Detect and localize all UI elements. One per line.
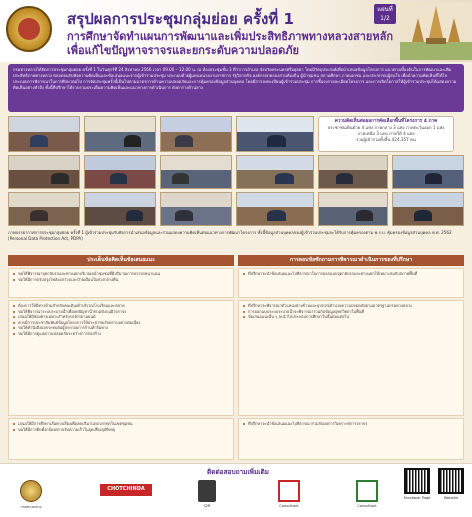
meeting-photo: [8, 155, 80, 189]
list-item: ข้อเสนอแนะอื่น ๆ จะนำไปประกอบการศึกษาในขั้นตอนต่อไป: [243, 314, 459, 320]
stats-total: รวมผู้เข้าร่วมทั้งสิ้น 424,357 คน: [356, 137, 416, 142]
list-item: ต้องการให้มีทางข้ามสำหรับคนเดินเท้าบริเวณโรงเรียนและตลาด: [13, 303, 229, 309]
s2r-logo: [198, 480, 216, 502]
consultant-logo: [356, 480, 378, 502]
list-item: การออกแบบระบบระบายน้ำจะพิจารณาร่วมกับข้อมูลอุทกวิทยาในพื้นที่: [243, 309, 459, 315]
meeting-photo: [236, 192, 314, 226]
qr-label: Website: [443, 496, 459, 500]
meeting-photo: [392, 192, 464, 226]
list-item: ควรมีการประชาสัมพันธ์ข้อมูลโครงการให้ประชาชนรับทราบอย่างต่อเนื่อง: [13, 320, 229, 326]
list-item: ที่ปรึกษาจะนำข้อเสนอแนะไปพิจารณาในการออกแบบจุดกลับรถและทางแยกให้เหมาะสมกับสภาพพื้นที่: [243, 271, 459, 277]
stats-box: [318, 116, 454, 152]
meeting-photo: [318, 155, 388, 189]
caption: [8, 230, 464, 252]
table-cell-response: [238, 300, 464, 416]
logo-label: Consultant: [357, 504, 377, 508]
consultant-logo: [278, 480, 300, 502]
table-cell-comment: [8, 300, 234, 416]
stats-line: ภาคเหนือ 3 แห่ง ภาคใต้ 4 แห่ง: [357, 131, 415, 136]
subtitle-line-2: เพื่อแก้ไขปัญหาจราจรและยกระดับความปลอดภัย: [67, 44, 300, 57]
temple-illustration: [400, 2, 472, 60]
stats-title: ความคิดเห็นต่อผลการคัดเลือกพื้นที่โครงการ 4 ภาค: [334, 119, 438, 124]
subtitle-line-1: การศึกษาจัดทำแผนการพัฒนาและเพิ่มประสิทธิภาพทางหลวงสายหลัก: [67, 30, 393, 43]
meeting-photo: [318, 192, 388, 226]
meeting-photo: [160, 116, 232, 152]
qr-label: Facebook Page: [403, 496, 431, 500]
page-badge: แผ่นที่ 1/2: [374, 4, 396, 24]
facebook-qr-code[interactable]: [404, 468, 430, 494]
column-header-responses: การตอบข้อซักถามการพิจารณาดำเนินการของที่ปรึกษา: [238, 255, 464, 266]
table-cell-comment: [8, 418, 234, 460]
list-item: ขอให้พิจารณาจุดกลับรถและทางแยกบริเวณหน้าชุมชนที่มีปริมาณการจราจรหนาแน่น: [13, 271, 229, 277]
department-seal-logo: [6, 6, 52, 52]
table-cell-response: [238, 418, 464, 460]
caption-text: ภาพบรรยากาศการประชุมกลุ่มย่อย ครั้งที่ 1 ผู้เข้าร่วมประชุมรับฟังการนำเสนอข้อมูลและร่วมแสดงความคิดเห็นต่อแนวทางการพัฒนาโครงการ ทั้งนี้ข้อมูลส่วนบุคคลของผู้เข้าร่วมประชุมจะได้รับการคุ้มครองตาม พ.ร.บ. คุ้มครองข้อมูลส่วนบุคคล พ.ศ. 2562: [8, 230, 452, 235]
meeting-photo: [160, 155, 232, 189]
list-item: เสนอให้มีช่องทางเฉพาะสำหรับรถจักรยานยนต์: [13, 314, 229, 320]
meeting-photo: [236, 155, 314, 189]
meeting-photo: [84, 116, 156, 152]
page-title: สรุปผลการประชุมกลุ่มย่อย ครั้งที่ 1: [67, 10, 294, 28]
list-item: ขอให้พิจารณาระบบระบายน้ำเพื่อลดปัญหาน้ำท่วมขังบนผิวจราจร: [13, 309, 229, 315]
header: [0, 0, 472, 62]
meeting-photo: [84, 155, 156, 189]
list-item: ขอให้คำนึงถึงผลกระทบต่อผู้ประกอบการร้านค้าริมทาง: [13, 325, 229, 331]
list-item: ขอให้มีการปรับปรุงไฟส่องสว่างและป้ายเตือนในช่วงกลางคืน: [13, 277, 229, 283]
list-item: เสนอให้มีการศึกษาเส้นทางเลี่ยงเพื่อลดปริมาณรถบรรทุกในเขตชุมชน: [13, 421, 229, 427]
website-qr-code[interactable]: [438, 468, 464, 494]
table-cell-response: [238, 268, 464, 298]
stats-line: ประชาชนเห็นด้วย 4 แห่ง ภาคกลาง 3 แห่ง ภาคตะวันออก 1 แห่ง: [327, 125, 445, 130]
comments-table: [8, 255, 464, 461]
meeting-photo: [8, 116, 80, 152]
logo-label: CHOTCHINDA: [107, 486, 145, 492]
list-item: ที่ปรึกษาจะนำข้อเสนอแนะไปพิจารณาร่วมกับผลการวิเคราะห์การจราจร: [243, 421, 459, 427]
logo-label: Consultant: [279, 504, 299, 508]
list-item: ที่ปรึกษาจะพิจารณาตำแหน่งทางข้ามและอุปกรณ์อำนวยความปลอดภัยตามมาตรฐานกรมทางหลวง: [243, 303, 459, 309]
logo-label: S2R: [203, 504, 211, 508]
meeting-photo: [392, 155, 464, 189]
list-item: ขอให้มีการติดตั้งกล้องตรวจจับความเร็วในจุดเสี่ยงอุบัติเหตุ: [13, 427, 229, 433]
intro-text: กรมทางหลวงได้จัดการประชุมกลุ่มย่อย ครั้งที่ 1 ในวันศุกร์ที่ 24 สิงหาคม 2566 เวลา 09.00 – 12.00 น. ณ ห้องประชุมชั้น 3 ที่ว่าการอำเภอ จังหวัดพระนครศรีอยุธยา โดยมีวัตถุประสงค์เพื่อนำเสนอข้อมูลโครงการ แนวทางเบื้องต้นในการพัฒนาและเพิ่มประสิทธิภาพทางหลวง ตลอดจนรับฟังความคิดเห็นและข้อเสนอแนะจากผู้เข้าร่วมประชุม ประกอบด้วยผู้แทนหน่วยงานราชการ รัฐวิสาหกิจ องค์กรปกครองส่วนท้องถิ่น ผู้นำชุมชน สถานศึกษา ภาคเอกชน และประชาชนผู้สนใจ เพื่อนำความคิดเห็นที่ได้ไปประกอบการพิจารณาในการศึกษาต่อไป การจัดประชุมครั้งนี้เป็นไปตามมาตรการด้านความปลอดภัยและการคุ้มครองข้อมูลส่วนบุคคล โดยมีการลงทะเบียนผู้เข้าร่วมประชุม การชี้แจงรายละเอียดโครงการ และการเปิดโอกาสให้ผู้เข้าร่วมประชุมได้แสดงความคิดเห็นอย่างทั่วถึง ทั้งนี้ที่ปรึกษาได้รวบรวมประเด็นความคิดเห็นและแนวทางการดำเนินการ ดังตารางด้านล่าง: [13, 67, 457, 90]
meeting-photo: [236, 116, 314, 152]
department-logo: [20, 480, 42, 502]
list-item: ขอให้มีการดูแลความปลอดภัยระหว่างการก่อสร้าง: [13, 331, 229, 337]
contact-title: ติดต่อสอบถามเพิ่มเติม: [207, 468, 269, 476]
meeting-photo: [160, 192, 232, 226]
table-cell-comment: [8, 268, 234, 298]
meeting-photo: [84, 192, 156, 226]
caption-pdpa: (Personal Data Protection Act, PDPA): [8, 235, 83, 241]
footer: [0, 463, 472, 517]
meeting-photo: [8, 192, 80, 226]
intro-panel: [8, 64, 464, 112]
logo-label: กรมทางหลวง: [20, 505, 42, 509]
column-header-comments: ประเด็นข้อคิดเห็นข้อเสนอแนะ: [8, 255, 234, 266]
